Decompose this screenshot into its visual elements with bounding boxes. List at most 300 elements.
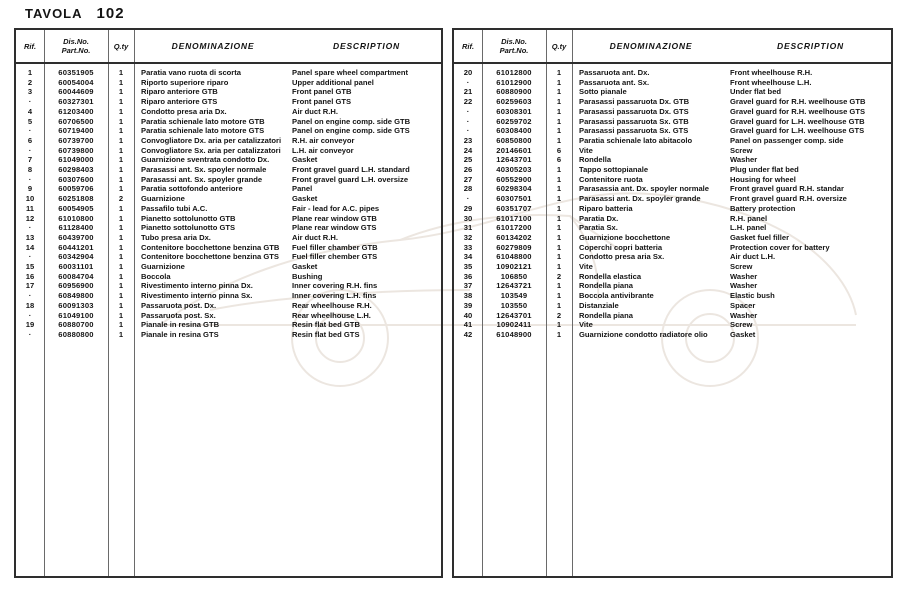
name-description-cell [572,78,891,88]
name-description-cell [134,126,441,136]
description-cell: Protection cover for battery [730,242,830,252]
table-row [454,204,891,214]
name-description-cell [134,311,441,321]
name-description-cell [572,281,891,291]
header-qty: Q.ty [551,41,567,51]
description-cell: R.H. panel [730,213,768,223]
description-cell: Fair - lead for A.C. pipes [292,203,380,213]
table-row [454,252,891,262]
qty-cell: 1 [556,329,562,339]
part-no-cell: 103549 [500,291,528,301]
table-row [16,68,441,78]
part-no-cell: 60091303 [58,300,94,310]
denominazione-cell: Parasassi ant. Sx. spoyler grande [141,174,263,184]
header-rif: Rif. [461,41,475,51]
description-cell: Gravel guard for R.H. weelhouse GTB [730,97,866,107]
table-row [454,281,891,291]
description-cell: Gravel guard for R.H. weelhouse GTS [730,106,866,116]
part-no-cell: 60308301 [496,106,532,116]
table-row [16,117,441,127]
name-description-cell [572,97,891,107]
description-cell: Upper additional panel [292,77,374,87]
rif-cell: 33 [463,242,473,252]
qty-cell: 1 [556,68,562,77]
description-cell: Front gravel guard R.H. oversize [730,194,847,204]
name-description-cell [134,214,441,224]
part-no-cell: 60308400 [496,126,532,136]
denominazione-cell: Riparo anteriore GTS [141,97,218,107]
part-no-cell: 60279809 [496,242,532,252]
denominazione-cell: Paratia Dx. [579,213,619,223]
qty-cell: 1 [556,281,562,291]
qty-cell: 1 [118,242,124,252]
denominazione-cell: Passaruota post. Dx. [141,300,217,310]
table-row [454,68,891,78]
name-description-cell [572,204,891,214]
table-header-row [454,30,891,64]
header-qty: Q.ty [113,41,129,51]
denominazione-cell: Parasassi ant. Dx. spoyler grande [579,194,701,204]
name-description-cell [134,175,441,185]
description-cell: Fuel filler chamber GTB [292,242,378,252]
part-no-cell: 61017100 [496,213,532,223]
header-rif: Rif. [23,41,37,51]
description-cell: Panel on passenger comp. side [730,135,844,145]
qty-cell: 1 [556,135,562,145]
name-description-cell [572,311,891,321]
name-description-cell [134,320,441,330]
name-description-cell [572,330,891,340]
denominazione-cell: Rondella [579,155,612,165]
table-row [454,291,891,301]
part-no-cell: 60259603 [496,97,532,107]
rif-cell: 34 [463,252,473,262]
part-no-cell: 60327301 [58,97,94,107]
name-description-cell [134,155,441,165]
name-description-cell [572,194,891,204]
qty-cell: 1 [118,97,124,107]
name-description-cell [134,223,441,233]
rif-cell: · [28,145,32,155]
qty-cell: 2 [556,271,562,281]
denominazione-cell: Vite [579,262,593,272]
table-row [16,146,441,156]
table-row [16,301,441,311]
rif-cell: 15 [25,262,35,272]
description-cell: Fuel filler chember GTS [292,252,378,262]
denominazione-cell: Tubo presa aria Dx. [141,232,211,242]
name-description-cell [134,233,441,243]
table-row [16,126,441,136]
qty-cell: 1 [118,223,124,233]
denominazione-cell: Paratia schienale lato motore GTS [141,126,265,136]
part-no-cell: 40305203 [496,165,532,175]
table-row [16,214,441,224]
table-body [454,64,891,340]
rif-cell: 10 [25,194,35,204]
table-row [454,214,891,224]
rif-cell: · [28,223,32,233]
rif-cell: 14 [25,242,35,252]
table-row [16,175,441,185]
table-row [454,175,891,185]
header-description: DESCRIPTION [333,41,400,51]
rif-cell: 42 [463,329,473,339]
name-description-cell [134,107,441,117]
denominazione-cell: Paratia Sx. [579,223,618,233]
table-row [454,262,891,272]
part-no-cell: 60307501 [496,194,532,204]
name-description-cell [134,330,441,340]
denominazione-cell: Guarnizione [141,194,185,204]
part-no-cell: 60054905 [58,203,94,213]
qty-cell: 1 [118,174,124,184]
qty-cell: 1 [556,194,562,204]
part-no-cell: 60850800 [496,135,532,145]
denominazione-cell: Guarnizione condotto radiatore olio [579,329,708,339]
denominazione-cell: Pianetto sottolunotto GTS [141,223,236,233]
part-no-cell: 61048800 [496,252,532,262]
name-description-cell [572,243,891,253]
table-row [454,330,891,340]
denominazione-cell: Parasassi passaruota Dx. GTS [579,106,689,116]
denominazione-cell: Vite [579,320,593,330]
denominazione-cell: Vite [579,145,593,155]
qty-cell: 1 [118,320,124,330]
qty-cell: 2 [556,310,562,320]
part-no-cell: 60849800 [58,291,94,301]
header-part-no [44,30,108,62]
name-description-cell [134,194,441,204]
table-row [16,252,441,262]
description-cell: Washer [730,281,758,291]
rif-cell: · [28,126,32,136]
qty-cell: 1 [118,77,124,87]
description-cell: Front wheelhouse L.H. [730,77,812,87]
qty-cell: 1 [118,252,124,262]
denominazione-cell: Pianale in resina GTS [141,329,219,339]
table-row [454,243,891,253]
table-row [454,223,891,233]
rif-cell: 38 [463,291,473,301]
table-row [454,301,891,311]
part-no-cell: 60031101 [58,262,94,272]
qty-cell: 1 [118,135,124,145]
part-no-cell: 60084704 [58,271,94,281]
table-row [16,97,441,107]
name-description-cell [572,68,891,78]
name-description-cell [134,262,441,272]
rif-cell: 40 [463,310,473,320]
denominazione-cell: Parasassia ant. Dx. spoyler normale [579,184,710,194]
qty-cell: 1 [556,184,562,194]
part-no-cell: 61010800 [58,213,94,223]
name-description-cell [134,68,441,78]
description-cell: Front gravel guard R.H. standar [730,184,844,194]
name-description-cell [134,146,441,156]
table-row [16,233,441,243]
qty-cell: 1 [118,310,124,320]
tavola-label: TAVOLA [25,6,83,21]
rif-cell: 23 [463,135,473,145]
description-cell: Gasket [292,194,318,204]
name-description-cell [572,223,891,233]
rif-cell: 27 [463,174,473,184]
description-cell: Plane rear window GTB [292,213,377,223]
description-cell: Screw [730,320,753,330]
denominazione-cell: Rivestimento interno pinna Sx. [141,291,253,301]
name-description-cell [572,175,891,185]
description-cell: Air duct R.H. [292,232,338,242]
table-row [16,204,441,214]
rif-cell: · [466,126,470,136]
header-description: DESCRIPTION [777,41,844,51]
part-no-cell: 61017200 [496,223,532,233]
qty-cell: 1 [556,87,562,97]
name-description-cell [134,78,441,88]
description-cell: Front gravel guard L.H. standard [292,165,410,175]
table-body [16,64,441,340]
denominazione-cell: Convogliatore Dx. aria per catalizzatori [141,135,282,145]
table-row [16,165,441,175]
part-no-cell: 60719400 [58,126,94,136]
table-row [16,262,441,272]
qty-cell: 1 [118,155,124,165]
rif-cell: 6 [27,135,33,145]
table-row [454,155,891,165]
name-description-cell [572,107,891,117]
denominazione-cell: Pianetto sottolunotto GTB [141,213,236,223]
description-cell: Front wheelhouse R.H. [730,68,813,77]
rif-cell: 24 [463,145,473,155]
name-description-cell [134,97,441,107]
description-cell: Bushing [292,271,323,281]
description-cell: Elastic bush [730,291,775,301]
table-row [454,117,891,127]
table-row [454,78,891,88]
part-no-cell: 12643701 [496,310,532,320]
denominazione-cell: Contenitore bocchettone benzina GTS [141,252,279,262]
description-cell: Resin flat bed GTS [292,329,360,339]
part-no-cell: 60441201 [58,242,94,252]
rif-cell: 3 [27,87,33,97]
part-no-cell: 106850 [500,271,528,281]
rif-cell: 2 [27,77,33,87]
description-cell: L.H. panel [730,223,767,233]
qty-cell: 1 [556,116,562,126]
description-cell: Inner covering R.H. fins [292,281,378,291]
part-no-cell: 60251808 [58,194,94,204]
name-description-cell [134,204,441,214]
table-row [454,311,891,321]
name-description-cell [572,146,891,156]
part-no-cell: 60134202 [496,232,532,242]
name-description-cell [572,87,891,97]
description-cell: Gasket fuel filler [730,232,790,242]
rif-cell: · [466,77,470,87]
description-cell: L.H. air conveyor [292,145,354,155]
table-row [16,223,441,233]
table-row [454,272,891,282]
qty-cell: 1 [118,203,124,213]
denominazione-cell: Rondella piana [579,281,634,291]
name-description-cell [134,281,441,291]
denominazione-cell: Parasassi passaruota Sx. GTB [579,116,689,126]
part-no-cell: 60059706 [58,184,94,194]
name-description-cell [134,87,441,97]
part-no-cell: 60880900 [496,87,532,97]
qty-cell: 1 [556,213,562,223]
rif-cell: 18 [25,300,35,310]
name-description-cell [572,272,891,282]
part-no-cell: 60259702 [496,116,532,126]
rif-cell: 5 [27,116,33,126]
rif-cell: 37 [463,281,473,291]
name-description-cell [572,214,891,224]
table-row [454,87,891,97]
part-no-cell: 10902411 [496,320,532,330]
description-cell: R.H. air conveyor [292,135,355,145]
table-row [16,194,441,204]
denominazione-cell: Rondella elastica [579,271,642,281]
description-cell: Battery protection [730,203,796,213]
qty-cell: 1 [556,262,562,272]
denominazione-cell: Passaruota ant. Sx. [579,77,650,87]
qty-cell: 1 [556,300,562,310]
description-cell: Air duct R.H. [292,106,338,116]
part-no-cell: 60351707 [496,203,532,213]
rif-cell: 26 [463,165,473,175]
part-no-cell: 61012800 [496,68,532,77]
table-row [16,155,441,165]
name-description-cell [572,252,891,262]
rif-cell: 4 [27,106,33,116]
qty-cell: 1 [118,291,124,301]
rif-cell: 32 [463,232,473,242]
header-dis-no-line: Dis.No. [63,37,89,46]
description-cell: Gravel guard for L.H. weelhouse GTS [730,126,865,136]
table-row [454,126,891,136]
qty-cell: 1 [118,329,124,339]
table-row [454,233,891,243]
description-cell: Under flat bed [730,87,782,97]
part-no-cell: 12643721 [496,281,532,291]
rif-cell: · [28,174,32,184]
table-row [454,194,891,204]
table-row [16,107,441,117]
description-cell: Resin flat bed GTB [292,320,360,330]
denominazione-cell: Parasassi passaruota Sx. GTS [579,126,689,136]
rif-cell: 31 [463,223,473,233]
rif-cell: 36 [463,271,473,281]
table-row [16,184,441,194]
rif-cell: 12 [25,213,35,223]
qty-cell: 1 [556,291,562,301]
description-cell: Gasket [292,262,318,272]
name-description-cell [572,301,891,311]
rif-cell: · [466,106,470,116]
rif-cell: 35 [463,262,473,272]
rif-cell: 16 [25,271,35,281]
denominazione-cell: Guarnizione sventrata condotto Dx. [141,155,270,165]
denominazione-cell: Guarnizione bocchettone [579,232,671,242]
rif-cell: 9 [27,184,33,194]
table-row [454,107,891,117]
denominazione-cell: Condotto presa aria Dx. [141,106,227,116]
table-row [16,243,441,253]
name-description-cell [134,272,441,282]
description-cell: Front panel GTS [292,97,352,107]
qty-cell: 1 [118,145,124,155]
name-description-cell [134,301,441,311]
part-no-cell: 60552900 [496,174,532,184]
table-row [16,78,441,88]
denominazione-cell: Paratia schienale lato abitacolo [579,135,693,145]
denominazione-cell: Rondella piana [579,310,634,320]
name-description-cell [572,291,891,301]
part-no-cell: 12643701 [496,155,532,165]
rif-cell: 17 [25,281,35,291]
description-cell: Gravel guard for L.H. weelhouse GTB [730,116,865,126]
page-title [25,5,125,22]
name-description-cell [572,165,891,175]
name-description-cell [572,320,891,330]
part-no-cell: 60739700 [58,135,94,145]
denominazione-cell: Contenitore bocchettone benzina GTB [141,242,280,252]
header-part-no-line: Part.No. [61,46,91,55]
rif-cell: 7 [27,155,33,165]
name-description-cell [134,243,441,253]
part-no-cell: 10902121 [496,262,532,272]
name-description-cell [134,136,441,146]
qty-cell: 1 [556,106,562,116]
denominazione-cell: Pianale in resina GTB [141,320,220,330]
part-no-cell: 61203400 [58,106,94,116]
denominazione-cell: Guarnizione [141,262,185,272]
table-row [16,281,441,291]
table-row [16,311,441,321]
part-no-cell: 60880700 [58,320,94,330]
description-cell: Housing for wheel [730,174,796,184]
part-no-cell: 60880800 [58,329,94,339]
rif-cell: · [28,310,32,320]
description-cell: Front gravel guard L.H. oversize [292,174,409,184]
table-row [454,165,891,175]
name-description-cell [572,262,891,272]
qty-cell: 6 [556,145,562,155]
denominazione-cell: Parasassi ant. Sx. spoyler normale [141,165,267,175]
part-no-cell: 60706500 [58,116,94,126]
denominazione-cell: Contenitore ruota [579,174,643,184]
denominazione-cell: Boccola antivibrante [579,291,654,301]
rif-cell: 19 [25,320,35,330]
description-cell: Panel on engine comp. side GTS [292,126,410,136]
denominazione-cell: Passaruota ant. Dx. [579,68,650,77]
rif-cell: 13 [25,232,35,242]
qty-cell: 1 [118,281,124,291]
denominazione-cell: Sotto pianale [579,87,627,97]
description-cell: Washer [730,310,758,320]
rif-cell: · [28,252,32,262]
name-description-cell [572,117,891,127]
rif-cell: 39 [463,300,473,310]
name-description-cell [134,117,441,127]
denominazione-cell: Paratia vano ruota di scorta [141,68,242,77]
description-cell: Plug under flat bed [730,165,799,175]
description-cell: Rear wheelhouse R.H. [292,300,372,310]
rif-cell: 41 [463,320,473,330]
qty-cell: 1 [556,223,562,233]
